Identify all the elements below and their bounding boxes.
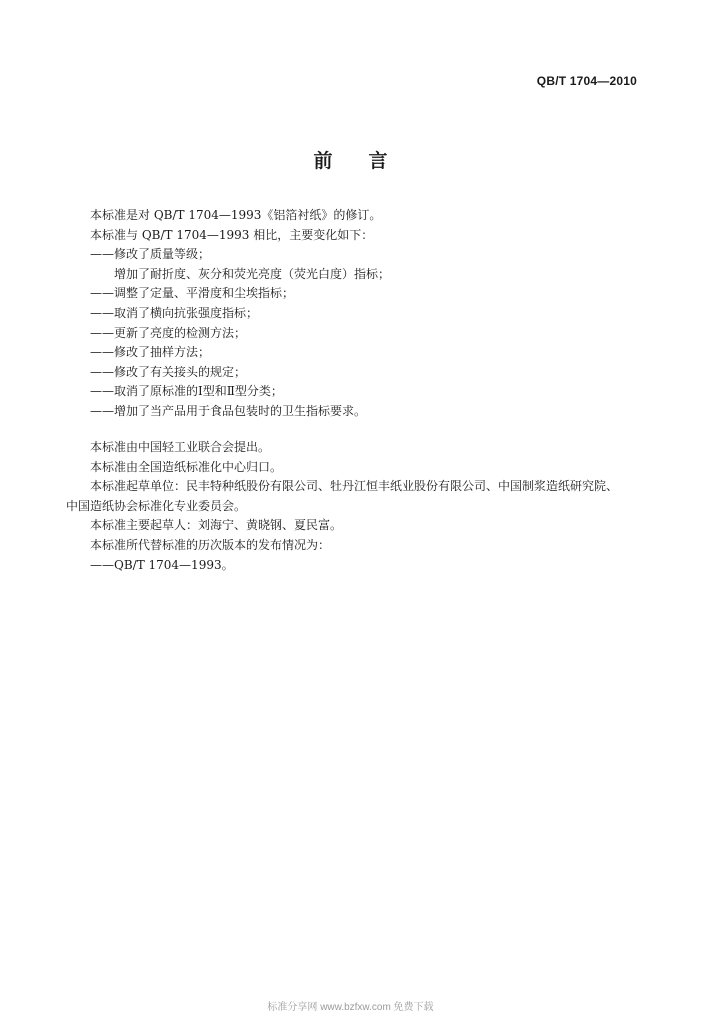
drafting-units-line: 本标准起草单位：民丰特种纸股份有限公司、牡丹江恒丰纸业股份有限公司、中国制浆造纸研究院、 xyxy=(90,479,619,494)
page-title: 前言 xyxy=(313,150,424,172)
standard-code: QB/T 1704—2010 xyxy=(536,74,637,88)
history-intro-line: 本标准所代替标准的历次版本的发布情况为： xyxy=(90,537,331,552)
preface-changes-section xyxy=(66,206,656,422)
footer-watermark: 标准分享网 www.bzfxw.com 免费下载 xyxy=(267,1002,434,1013)
change-item: ——调整了定量、平滑度和尘埃指标； xyxy=(90,286,295,301)
change-item: ——取消了原标准的Ⅰ型和Ⅱ型分类； xyxy=(90,384,283,399)
proposed-by-line: 本标准由中国轻工业联合会提出。 xyxy=(90,440,271,454)
managed-by-line: 本标准由全国造纸标准化中心归口。 xyxy=(90,459,283,474)
preface-info-section xyxy=(66,438,656,575)
change-subitem: 增加了耐折度、灰分和荧光亮度（荧光白度）指标； xyxy=(114,266,391,281)
drafting-units-continued: 中国造纸协会标准化专业委员会。 xyxy=(66,498,247,513)
preface-changes-intro: 本标准与 QB/T 1704—1993 相比，主要变化如下： xyxy=(90,227,374,242)
change-item: ——增加了当产品用于食品包装时的卫生指标要求。 xyxy=(90,403,367,418)
change-item: ——修改了抽样方法； xyxy=(90,345,211,360)
drafters-line: 本标准主要起草人：刘海宁、黄晓钢、夏民富。 xyxy=(90,518,343,533)
change-item: ——取消了横向抗张强度指标； xyxy=(90,305,259,320)
change-item: ——修改了有关接头的规定； xyxy=(90,364,247,379)
history-item: ——QB/T 1704—1993。 xyxy=(90,557,234,572)
change-item: ——修改了质量等级； xyxy=(90,247,211,262)
preface-intro-line: 本标准是对 QB/T 1704—1993《铝箔衬纸》的修订。 xyxy=(90,208,382,222)
change-item: ——更新了亮度的检测方法； xyxy=(90,325,247,340)
